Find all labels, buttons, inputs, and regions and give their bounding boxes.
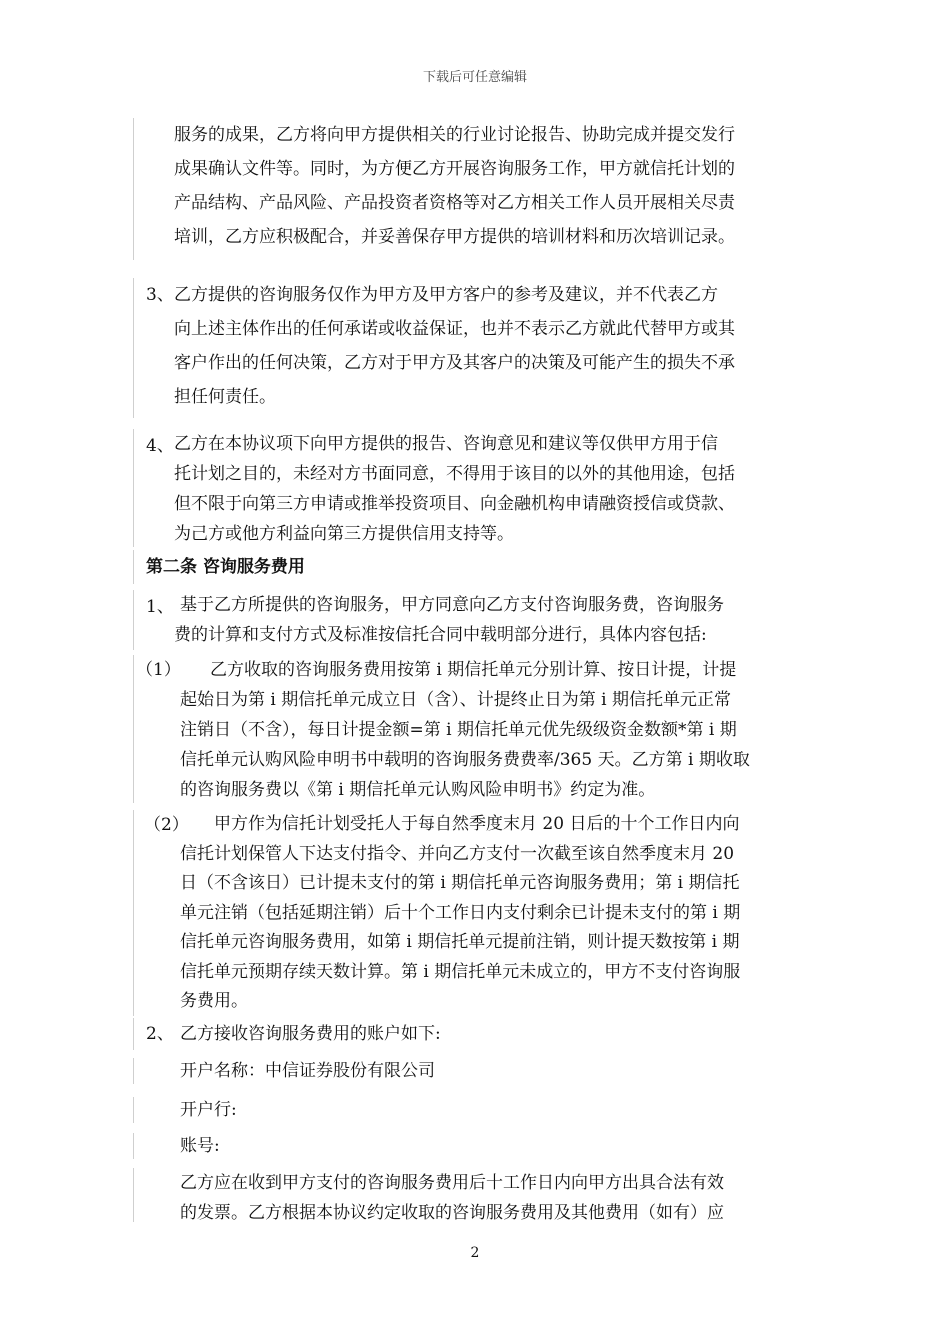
text-line: 注销日（不含），每日计提金额=第 i 期信托单元优先级级资金数额*第 i 期: [180, 720, 737, 740]
item-number: 3、: [146, 285, 174, 305]
text-line: 甲方作为信托计划受托人于每自然季度末月 20 日后的十个工作日内向: [214, 814, 740, 834]
paragraph-continuation: [174, 118, 735, 254]
text-line: 基于乙方所提供的咨询服务，甲方同意向乙方支付咨询服务费，咨询服务: [180, 595, 724, 615]
item-number: 1、: [146, 597, 174, 617]
text-line: 乙方应在收到甲方支付的咨询服务费用后十工作日内向甲方出具合法有效: [180, 1173, 724, 1193]
text-line: 客户作出的任何决策，乙方对于甲方及其客户的决策及可能产生的损失不承: [174, 353, 735, 373]
sub-item-text: [180, 810, 740, 1017]
account-name: 开户名称：中信证券股份有限公司: [180, 1061, 435, 1081]
page-header: 下载后可任意编辑: [422, 70, 527, 85]
account-name-block: [133, 1058, 814, 1084]
item-text: [174, 429, 735, 549]
section-title: 第二条 咨询服务费用: [146, 557, 305, 577]
clause-item-4: [133, 429, 814, 547]
text-line: 担任何责任。: [174, 387, 276, 407]
text-line: 起始日为第 i 期信托单元成立日（含）、计提终止日为第 i 期信托单元正常: [180, 690, 731, 710]
clause-item-3: [133, 278, 814, 418]
text-line: 乙方收取的咨询服务费用按第 i 期信托单元分别计算、按日计提，计提: [210, 660, 737, 680]
text-line: 托计划之目的，未经对方书面同意，不得用于该目的以外的其他用途，包括: [174, 464, 735, 484]
account-number-block: [133, 1133, 814, 1159]
account-bank: 开户行:: [180, 1100, 237, 1120]
item-text: [174, 590, 724, 650]
text-line: 日（不含该日）已计提未支付的第 i 期信托单元咨询服务费用；第 i 期信托: [180, 873, 740, 893]
account-bank-block: [133, 1097, 814, 1123]
item-text: [174, 278, 735, 414]
text-line: 但不限于向第三方申请或推举投资项目、向金融机构申请融资授信或贷款、: [174, 494, 735, 514]
section-item-1: [133, 590, 814, 650]
text-line: 信托单元咨询服务费用，如第 i 期信托单元提前注销，则计提天数按第 i 期: [180, 932, 740, 952]
text-line: 乙方在本协议项下向甲方提供的报告、咨询意见和建议等仅供甲方用于信: [174, 434, 718, 454]
text-line: 为己方或他方利益向第三方提供信用支持等。: [174, 524, 514, 544]
text-line: 信托单元认购风险申明书中载明的咨询服务费费率/365 天。乙方第 i 期收取: [180, 750, 750, 770]
account-number: 账号:: [180, 1136, 220, 1156]
item-number: 4、: [146, 436, 174, 456]
text-line: 的咨询服务费以《第 i 期信托单元认购风险申明书》约定为准。: [180, 780, 656, 800]
section-item-2: [133, 1018, 814, 1050]
text-line: 信托单元预期存续天数计算。第 i 期信托单元未成立的，甲方不支付咨询服: [180, 961, 741, 982]
sub-item-2: [133, 810, 814, 1016]
text-line: 的发票。乙方根据本协议约定收取的咨询服务费用及其他费用（如有）应: [180, 1203, 724, 1223]
section-heading-block: [133, 550, 814, 584]
invoice-paragraph-block: [133, 1168, 814, 1222]
text-line: 费的计算和支付方式及标准按信托合同中载明部分进行，具体内容包括:: [174, 625, 707, 645]
text-line: 单元注销（包括延期注销）后十个工作日内支付剩余已计提未支付的第 i 期: [180, 902, 741, 923]
paragraph-continuation-block: [133, 118, 814, 260]
text-line: 成果确认文件等。同时，为方便乙方开展咨询服务工作，甲方就信托计划的: [174, 159, 735, 179]
text-line: 务费用。: [180, 991, 248, 1011]
text-line: 服务的成果，乙方将向甲方提供相关的行业讨论报告、协助完成并提交发行: [174, 125, 735, 145]
text-line: 信托计划保管人下达支付指令、并向乙方支付一次截至该自然季度末月 20: [180, 843, 735, 864]
text-line: 向上述主体作出的任何承诺或收益保证，也并不表示乙方就此代替甲方或其: [174, 319, 735, 339]
invoice-paragraph: [180, 1168, 724, 1228]
text-line: 产品结构、产品风险、产品投资者资格等对乙方相关工作人员开展相关尽责: [174, 193, 735, 213]
sub-item-number: （1）: [136, 660, 181, 680]
sub-item-1: [133, 655, 814, 803]
page-number: 2: [470, 1245, 480, 1261]
text-line: 培训，乙方应积极配合，并妥善保存甲方提供的培训材料和历次培训记录。: [174, 227, 735, 247]
item-number: 2、: [146, 1024, 174, 1044]
item-text: 乙方接收咨询服务费用的账户如下:: [180, 1024, 441, 1044]
sub-item-number: （2）: [144, 815, 189, 835]
text-line: 乙方提供的咨询服务仅作为甲方及甲方客户的参考及建议，并不代表乙方: [174, 285, 718, 305]
sub-item-text: [180, 655, 750, 805]
